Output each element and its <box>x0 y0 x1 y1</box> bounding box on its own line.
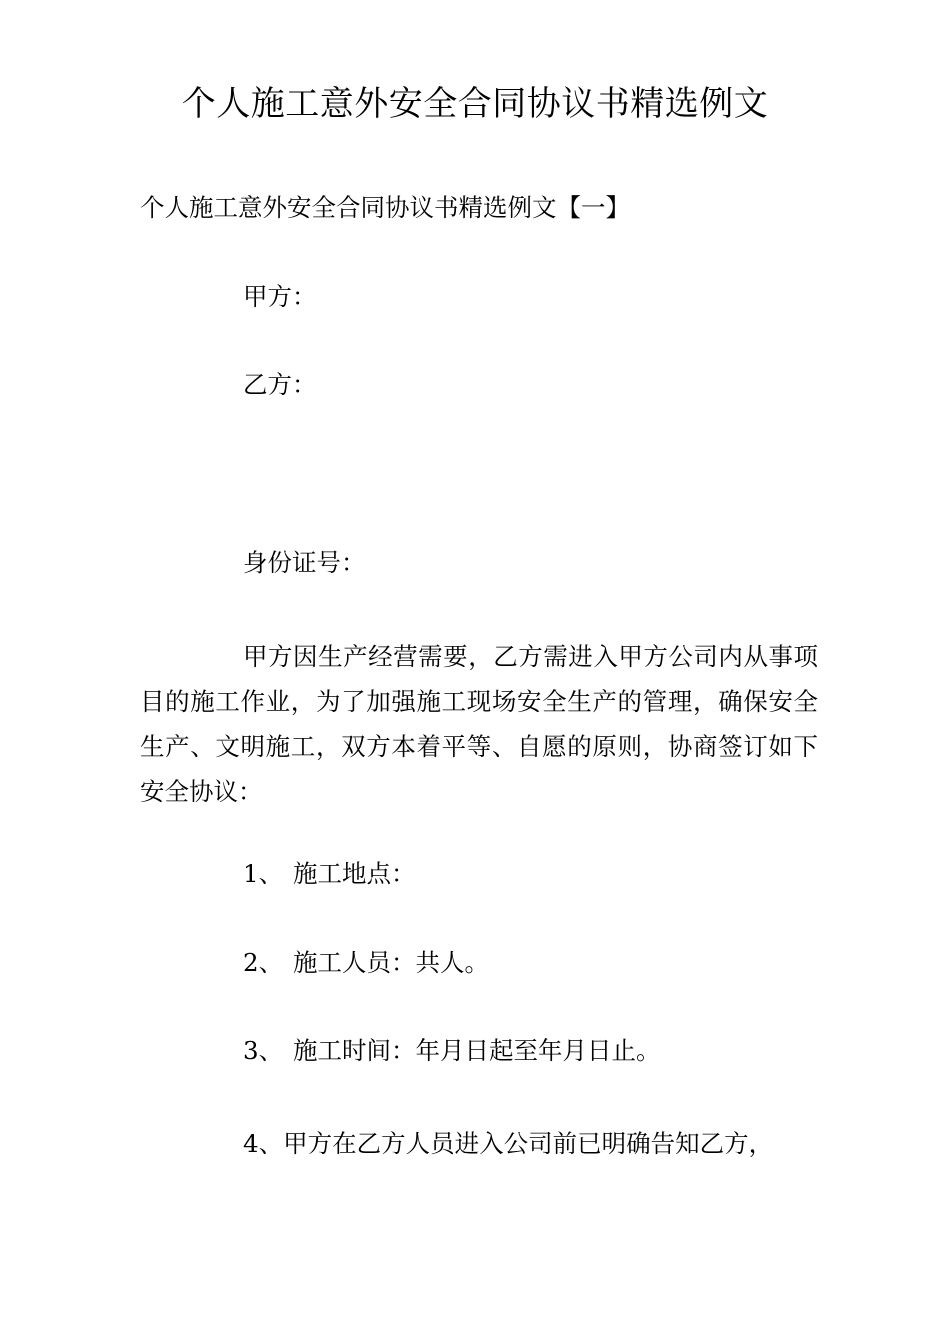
list-item-text: 施工地点： <box>293 859 416 888</box>
party-a-label: 甲方： <box>243 282 317 311</box>
document-title: 个人施工意外安全合同协议书精选例文 <box>181 84 769 124</box>
list-item-number: 1、 <box>243 859 284 888</box>
list-item-number: 3、 <box>243 1036 284 1065</box>
list-item-text: 施工人员：共人。 <box>293 948 489 977</box>
list-item <box>243 859 416 889</box>
list-item <box>243 948 489 978</box>
id-number-label: 身份证号： <box>243 548 366 577</box>
list-item-number: 2、 <box>243 948 284 977</box>
intro-paragraph: 甲方因生产经营需要，乙方需进入甲方公司内从事项目的施工作业，为了加强施工现场安全生产的管理，确保安全生产、文明施工，双方本着平等、自愿的原则，协商签订如下安全协议： <box>140 642 818 806</box>
list-item <box>243 1036 661 1066</box>
party-b-label: 乙方： <box>243 370 317 399</box>
section-subtitle: 个人施工意外安全合同协议书精选例文【一】 <box>140 193 630 222</box>
list-item-text: 施工时间：年月日起至年月日止。 <box>293 1036 661 1065</box>
list-item-4: 4、甲方在乙方人员进入公司前已明确告知乙方， <box>243 1129 774 1158</box>
